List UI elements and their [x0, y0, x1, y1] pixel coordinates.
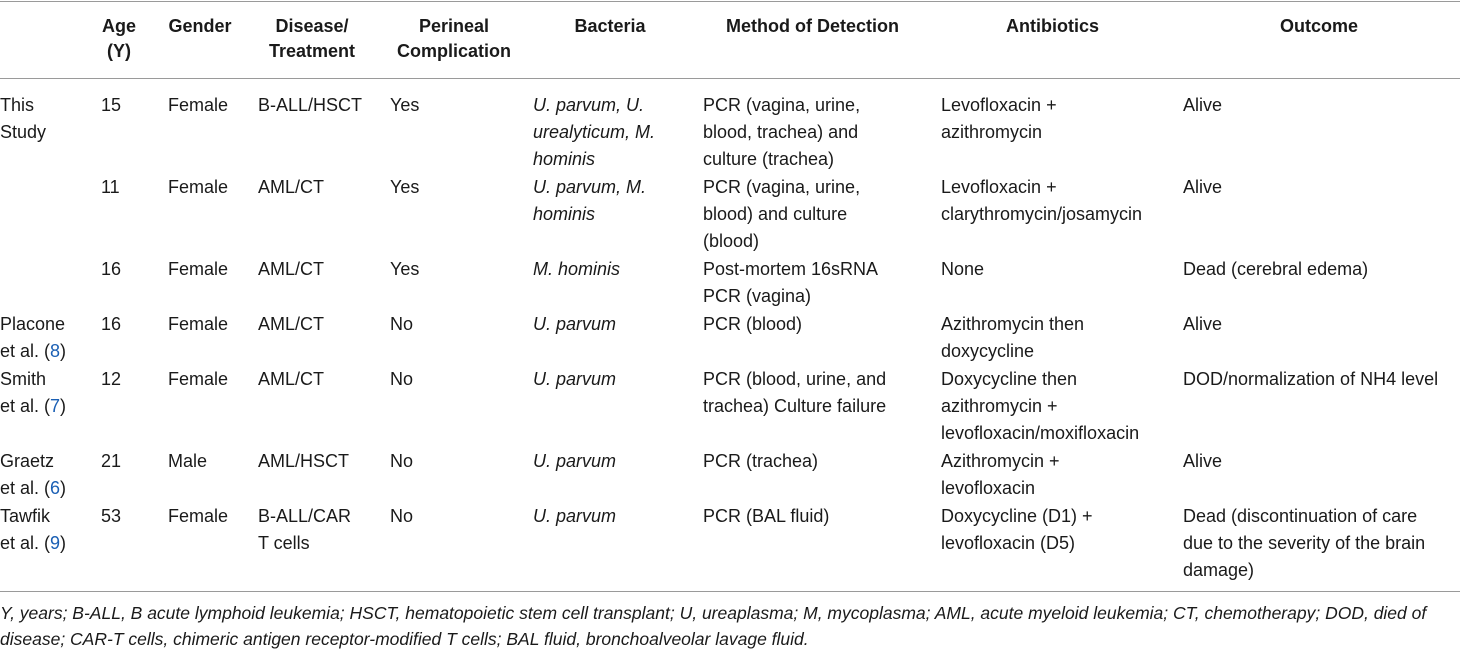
row-age: 11: [101, 177, 120, 197]
source-author: Tawfik: [0, 506, 51, 526]
row-bacteria: U. parvum, M. hominis: [533, 177, 647, 224]
row-antibiotics: Doxycycline then azithromycin + levofloxacin/moxifloxacin: [941, 369, 1140, 443]
source-etal: et al. (: [0, 533, 51, 553]
source-author: Placone: [0, 314, 66, 334]
row-method: PCR (vagina, urine, blood, trachea) and culture (trachea): [703, 95, 861, 169]
row-outcome: Dead (cerebral edema): [1183, 259, 1369, 279]
source-close: ): [60, 396, 67, 416]
row-outcome: DOD/normalization of NH4 level: [1183, 369, 1439, 389]
row-antibiotics: Doxycycline (D1) + levofloxacin (D5): [941, 506, 1093, 553]
source-etal: et al. (: [0, 478, 51, 498]
row-disease: B-ALL/HSCT: [258, 95, 363, 115]
row-disease: AML/CT: [258, 259, 325, 279]
row-source: [0, 311, 66, 365]
row-gender: Female: [168, 314, 229, 334]
header-antibiotics: Antibiotics: [1006, 16, 1099, 36]
row-age: 12: [101, 369, 122, 389]
row-disease: AML/CT: [258, 369, 325, 389]
row-disease: AML/CT: [258, 314, 325, 334]
row-gender: Female: [168, 369, 229, 389]
row-gender: Female: [168, 506, 229, 526]
row-bacteria: M. hominis: [533, 259, 621, 279]
row-perineal: Yes: [390, 177, 420, 197]
row-method: PCR (vagina, urine, blood) and culture (blood): [703, 177, 861, 251]
row-source: [0, 366, 66, 420]
row-gender: Male: [168, 451, 208, 471]
row-gender: Female: [168, 177, 229, 197]
header-perineal-complication: Perineal Complication: [396, 16, 511, 61]
row-method: PCR (BAL fluid): [703, 506, 830, 526]
row-bacteria: U. parvum, U. urealyticum, M. hominis: [533, 95, 656, 169]
row-antibiotics: Levofloxacin + azithromycin: [941, 95, 1057, 142]
row-bacteria: U. parvum: [533, 314, 617, 334]
table-footnote: Y, years; B-ALL, B acute lymphoid leukemia; HSCT, hematopoietic stem cell transplant; U, ureaplasma; M, mycoplasma; AML, acute myeloid leukemia; CT, chemotherapy; DOD, died of disease; CAR-T cells, chimeric antigen receptor-modified T cells; BAL fluid, bronchoalveolar lavage fluid.: [0, 603, 1427, 649]
row-source: [0, 448, 66, 502]
table-top-rule: [0, 1, 1460, 2]
row-antibiotics: None: [941, 259, 985, 279]
source-close: ): [60, 478, 67, 498]
row-outcome: Dead (discontinuation of care due to the severity of the brain damage): [1183, 506, 1426, 580]
header-outcome: Outcome: [1279, 16, 1358, 36]
row-age: 16: [101, 314, 122, 334]
row-outcome: Alive: [1183, 95, 1223, 115]
row-bacteria: U. parvum: [533, 506, 617, 526]
source-close: ): [60, 533, 67, 553]
source-author: Smith: [0, 369, 47, 389]
row-age: 53: [101, 506, 122, 526]
reference-link[interactable]: 6: [50, 478, 61, 498]
row-perineal: No: [390, 506, 414, 526]
row-gender: Female: [168, 259, 229, 279]
row-method: PCR (blood): [703, 314, 803, 334]
row-disease: AML/CT: [258, 177, 325, 197]
table-bottom-rule: [0, 591, 1460, 592]
row-gender: Female: [168, 95, 229, 115]
row-outcome: Alive: [1183, 177, 1223, 197]
row-age: 21: [101, 451, 122, 471]
row-disease: B-ALL/CAR T cells: [258, 506, 352, 553]
header-rule: [0, 78, 1460, 79]
row-outcome: Alive: [1183, 314, 1223, 334]
header-gender: Gender: [168, 16, 232, 36]
source-etal: et al. (: [0, 396, 51, 416]
row-method: PCR (blood, urine, and trachea) Culture failure: [703, 369, 887, 416]
row-antibiotics: Azithromycin then doxycycline: [941, 314, 1085, 361]
row-perineal: No: [390, 314, 414, 334]
row-perineal: No: [390, 369, 414, 389]
reference-link[interactable]: 9: [50, 533, 61, 553]
row-outcome: Alive: [1183, 451, 1223, 471]
header-age: Age (Y): [101, 16, 136, 61]
row-disease: AML/HSCT: [258, 451, 350, 471]
reference-link[interactable]: 8: [50, 341, 61, 361]
row-perineal: Yes: [390, 95, 420, 115]
row-antibiotics: Levofloxacin + clarythromycin/josamycin: [941, 177, 1143, 224]
row-perineal: Yes: [390, 259, 420, 279]
row-bacteria: U. parvum: [533, 369, 617, 389]
row-bacteria: U. parvum: [533, 451, 617, 471]
row-perineal: No: [390, 451, 414, 471]
reference-link[interactable]: 7: [50, 396, 61, 416]
source-author: Graetz: [0, 451, 55, 471]
header-method-of-detection: Method of Detection: [726, 16, 899, 36]
source-close: ): [60, 341, 67, 361]
source-etal: et al. (: [0, 341, 51, 361]
header-bacteria: Bacteria: [574, 16, 646, 36]
row-method: PCR (trachea): [703, 451, 819, 471]
row-source: This Study: [0, 95, 47, 142]
header-disease-treatment: Disease/ Treatment: [268, 16, 356, 61]
row-method: Post-mortem 16sRNA PCR (vagina): [703, 259, 879, 306]
row-age: 15: [101, 95, 122, 115]
row-age: 16: [101, 259, 122, 279]
row-antibiotics: Azithromycin + levofloxacin: [941, 451, 1060, 498]
row-source: [0, 503, 66, 557]
